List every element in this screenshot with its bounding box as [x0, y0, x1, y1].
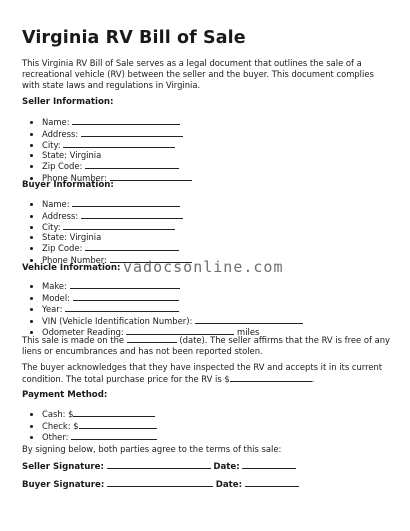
seller-address-field[interactable]: [81, 128, 183, 137]
vehicle-odometer-label: Odometer Reading:: [42, 327, 124, 338]
buyer-state-item: [42, 233, 192, 243]
vehicle-make-label: Make:: [42, 281, 67, 291]
buyer-name-label: Name:: [42, 199, 70, 209]
intro-paragraph: This Virginia RV Bill of Sale serves as a legal document that outlines the sale of a recreational vehicle (RV) between the seller and the buyer. This document complies with state laws and regulations in Virginia.: [22, 58, 374, 90]
buyer-zip-field[interactable]: [85, 242, 179, 251]
seller-phone-field[interactable]: [110, 172, 192, 181]
sale-text-a: This sale is made on the: [22, 335, 125, 345]
vehicle-model-label: Model:: [42, 292, 70, 303]
document-title: Virginia RV Bill of Sale: [22, 28, 246, 48]
payment-cash-item: [42, 408, 157, 420]
seller-city-label: City:: [42, 140, 61, 151]
payment-check-label: Check: $: [42, 420, 79, 431]
payment-check-item: [42, 420, 157, 432]
vehicle-miles-label: miles: [237, 327, 260, 338]
payment-check-field[interactable]: [79, 420, 157, 429]
vehicle-vin-label: VIN (Vehicle Identification Number):: [42, 315, 193, 326]
buyer-signature-row: [22, 478, 299, 490]
vehicle-model-item: [42, 292, 303, 304]
seller-state-item: [42, 151, 192, 161]
vehicle-vin-item: [42, 315, 303, 327]
seller-list: [22, 116, 192, 184]
seller-zip-label: Zip Code:: [42, 161, 83, 172]
seller-signature-field[interactable]: [107, 460, 211, 469]
payment-other-item: [42, 431, 157, 443]
buyer-signature-field[interactable]: [107, 478, 213, 487]
buyer-state-label: State: Virginia: [42, 231, 102, 242]
buyer-zip-item: [42, 242, 192, 254]
buyer-address-item: [42, 210, 192, 222]
seller-signature-label: Seller Signature:: [22, 462, 104, 472]
buyer-name-field[interactable]: [72, 198, 180, 207]
payment-other-label: Other:: [42, 432, 69, 443]
acceptance-paragraph: [22, 362, 392, 385]
buyer-heading: Buyer Information:: [22, 180, 114, 190]
vehicle-make-item: [42, 280, 303, 292]
buyer-address-field[interactable]: [81, 210, 183, 219]
seller-address-item: [42, 128, 192, 140]
buyer-date-label: Date:: [215, 480, 243, 490]
seller-signature-row: [22, 460, 296, 472]
acceptance-text: The buyer acknowledges that they have inspected the RV and accepts it in its current condition. The total purchase price for the RV is $: [22, 362, 383, 384]
vehicle-year-label: Year:: [42, 304, 63, 315]
payment-cash-field[interactable]: [73, 408, 155, 417]
seller-name-field[interactable]: [72, 116, 180, 125]
buyer-address-label: Address:: [42, 210, 79, 221]
seller-name-label: Name:: [42, 117, 70, 127]
purchase-price-field[interactable]: [230, 373, 312, 382]
buyer-zip-label: Zip Code:: [42, 243, 83, 254]
sale-text-b: (date). The seller affirms that the RV is free of any liens or encumbrances and has not been reported stolen.: [22, 335, 390, 356]
vehicle-heading: Vehicle Information:: [22, 263, 121, 273]
buyer-signature-label: Buyer Signature:: [22, 480, 105, 490]
seller-date-field[interactable]: [242, 460, 296, 469]
vehicle-year-field[interactable]: [65, 303, 179, 312]
seller-address-label: Address:: [42, 128, 79, 139]
vehicle-year-item: [42, 303, 303, 315]
vehicle-list: [22, 280, 303, 338]
buyer-list: [22, 198, 192, 266]
acceptance-period: .: [311, 374, 315, 384]
buyer-city-label: City:: [42, 222, 61, 233]
agreement-text: By signing below, both parties agree to the terms of this sale:: [22, 444, 282, 454]
payment-list: [22, 408, 157, 443]
seller-date-label: Date:: [213, 462, 240, 472]
payment-heading: Payment Method:: [22, 390, 108, 400]
payment-other-field[interactable]: [71, 431, 157, 440]
seller-name-item: [42, 116, 192, 128]
seller-zip-field[interactable]: [85, 160, 179, 169]
seller-zip-item: [42, 160, 192, 172]
buyer-city-field[interactable]: [63, 221, 175, 230]
seller-state-label: State: Virginia: [42, 149, 102, 160]
vehicle-make-field[interactable]: [70, 280, 180, 289]
payment-cash-label: Cash: $: [42, 409, 74, 419]
vehicle-model-field[interactable]: [73, 292, 179, 301]
seller-city-field[interactable]: [63, 139, 175, 148]
watermark: vadocsonline.com: [123, 258, 284, 276]
buyer-phone-label: Phone Number:: [42, 254, 107, 265]
vehicle-vin-field[interactable]: [195, 315, 303, 324]
seller-phone-label: Phone Number:: [42, 172, 107, 183]
buyer-name-item: [42, 198, 192, 210]
seller-heading: Seller Information:: [22, 97, 114, 107]
buyer-date-field[interactable]: [245, 478, 299, 487]
sale-paragraph: [22, 334, 392, 357]
sale-date-field[interactable]: [127, 334, 177, 343]
